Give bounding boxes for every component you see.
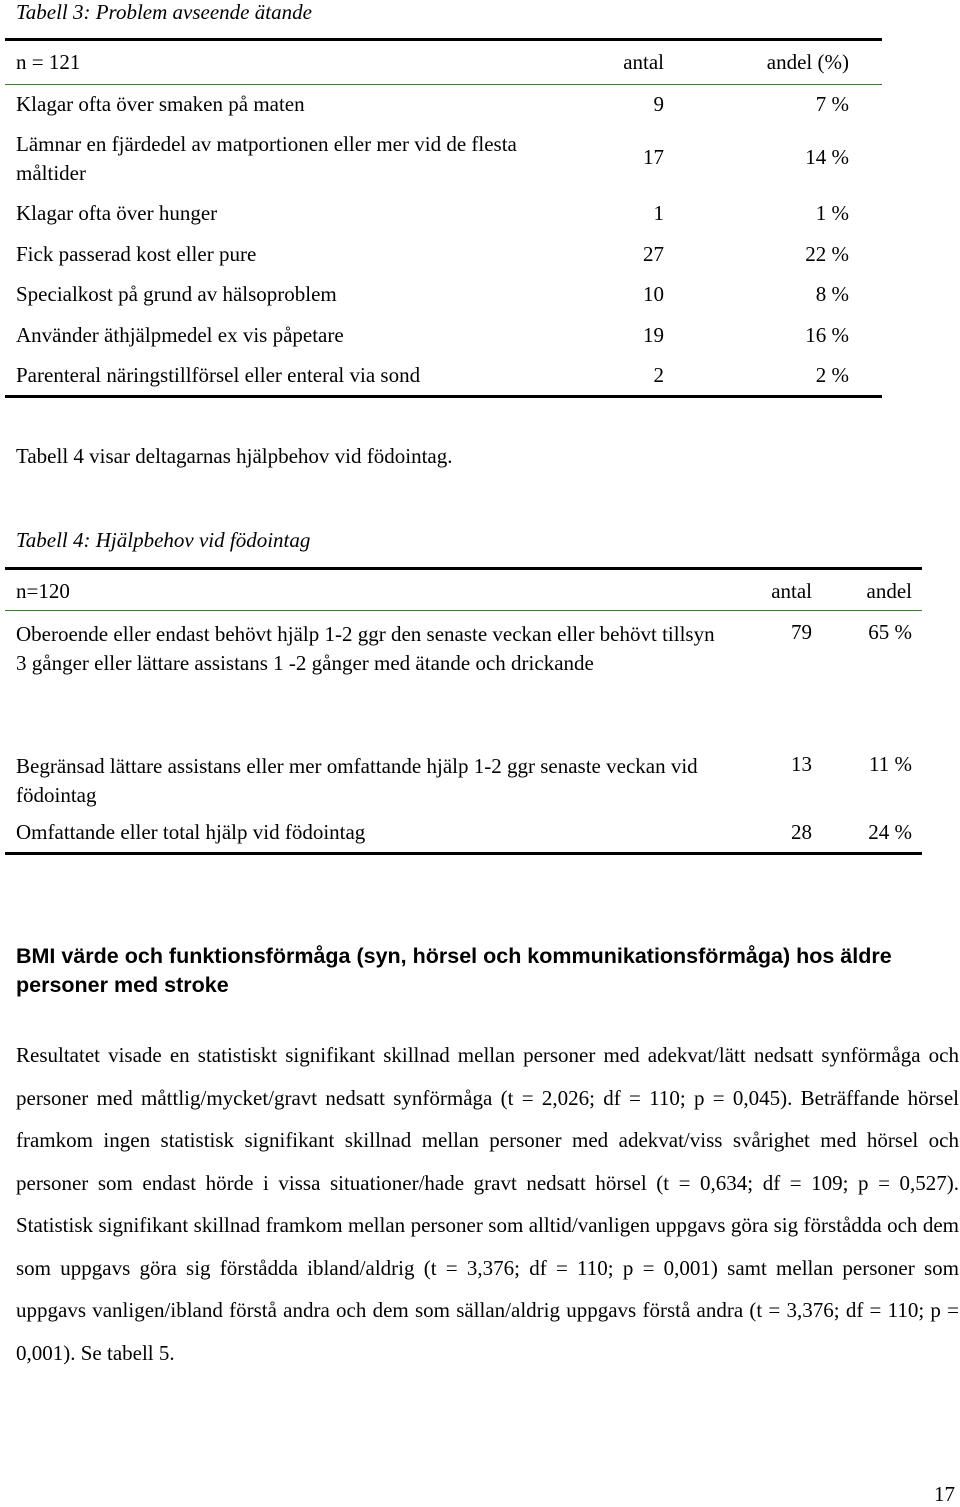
row-share: 14 % [805, 145, 849, 169]
row-label: Begränsad lättare assistans eller mer omfattande hjälp 1-2 ggr senaste veckan vid födointag [16, 754, 698, 807]
row-count: 1 [653, 201, 664, 225]
row-share: 2 % [815, 363, 849, 387]
row-count: 2 [653, 363, 664, 387]
row-count: 19 [643, 323, 664, 347]
row-share: 7 % [815, 92, 849, 116]
table-row [5, 92, 882, 122]
row-share: 65 % [868, 620, 912, 644]
body-paragraph: Resultatet visade en statistiskt signifikant skillnad mellan personer med adekvat/lätt nedsatt synförmåga och personer med måttlig/mycket/gravt nedsatt synförmåga (t = 2,026; df = 110; p = 0,045). Beträffande hörsel framkom ingen statistisk signifikant skillnad mellan personer med adekvat/viss svårighet med hörsel och personer som endast hörde i vissa situationer/hade gravt nedsatt hörsel (t = 0,634; df = 109; p = 0,527). Statistisk signifikant skillnad framkom mellan personer som alltid/vanligen uppgavs göra sig förstådda och dem som uppgavs göra sig förstådda ibland/aldrig (t = 3,376; df = 110; p = 0,001) samt mellan personer som uppgavs vanligen/ibland förstå andra och dem som sällan/aldrig uppgavs förstå andra (t = 3,376; df = 110; p = 0,001). Se tabell 5. [16, 1043, 959, 1365]
row-label: Parenteral näringstillförsel eller enteral via sond [16, 363, 421, 387]
table3-bottom-rule [5, 395, 882, 398]
table-row [5, 242, 882, 272]
table4-n-header: n=120 [16, 579, 70, 603]
table-row [5, 620, 922, 710]
table3-share-header: andel (%) [766, 50, 849, 74]
row-count: 10 [643, 282, 664, 306]
table4-share-header: andel [866, 579, 912, 603]
table3-header-row [5, 50, 882, 80]
table-row [5, 363, 882, 393]
row-count: 13 [791, 752, 812, 776]
row-share: 24 % [868, 820, 912, 844]
row-share: 11 % [869, 752, 912, 776]
row-count: 79 [791, 620, 812, 644]
row-label: Använder äthjälpmedel ex vis påpetare [16, 323, 344, 347]
page-number: 17 [934, 1482, 955, 1506]
row-label: Specialkost på grund av hälsoproblem [16, 282, 337, 306]
table-row [5, 323, 882, 353]
row-count: 9 [653, 92, 664, 116]
row-count: 28 [791, 820, 812, 844]
row-label: Klagar ofta över smaken på maten [16, 92, 305, 116]
row-label: Klagar ofta över hunger [16, 201, 218, 225]
table4-header-row [5, 579, 922, 609]
table3-caption: Tabell 3: Problem avseende ätande [16, 0, 312, 24]
row-label: Oberoende eller endast behövt hjälp 1-2 ggr den senaste veckan eller behövt tillsyn 3 gånger eller lättare assistans 1 -2 gånger med ätande och drickande [16, 622, 715, 675]
table-row [5, 820, 922, 850]
section-heading: BMI värde och funktionsförmåga (syn, hörsel och kommunikationsförmåga) hos äldre personer med stroke [16, 944, 892, 997]
table4-caption: Tabell 4: Hjälpbehov vid födointag [16, 528, 311, 552]
table-row [5, 201, 882, 231]
table-row [5, 282, 882, 312]
row-count: 17 [643, 145, 664, 169]
table4-header-rule [5, 610, 922, 611]
row-share: 1 % [815, 201, 849, 225]
table3-count-header: antal [623, 50, 664, 74]
row-label: Omfattande eller total hjälp vid födointag [16, 820, 366, 844]
table-row [5, 752, 922, 812]
row-share: 22 % [805, 242, 849, 266]
table3-header-rule [5, 84, 882, 85]
table4-bottom-rule [5, 852, 922, 855]
table4-intro-text: Tabell 4 visar deltagarnas hjälpbehov vid födointag. [16, 444, 453, 468]
table3-top-rule [5, 38, 882, 41]
row-count: 27 [643, 242, 664, 266]
row-share: 16 % [805, 323, 849, 347]
table3 [5, 38, 882, 400]
table4 [5, 567, 922, 859]
table-row [5, 130, 882, 190]
row-share: 8 % [815, 282, 849, 306]
table4-top-rule [5, 567, 922, 570]
row-label: Fick passerad kost eller pure [16, 242, 257, 266]
table3-n-header: n = 121 [16, 50, 81, 74]
table4-count-header: antal [771, 579, 812, 603]
row-label: Lämnar en fjärdedel av matportionen eller mer vid de flesta måltider [16, 132, 517, 185]
